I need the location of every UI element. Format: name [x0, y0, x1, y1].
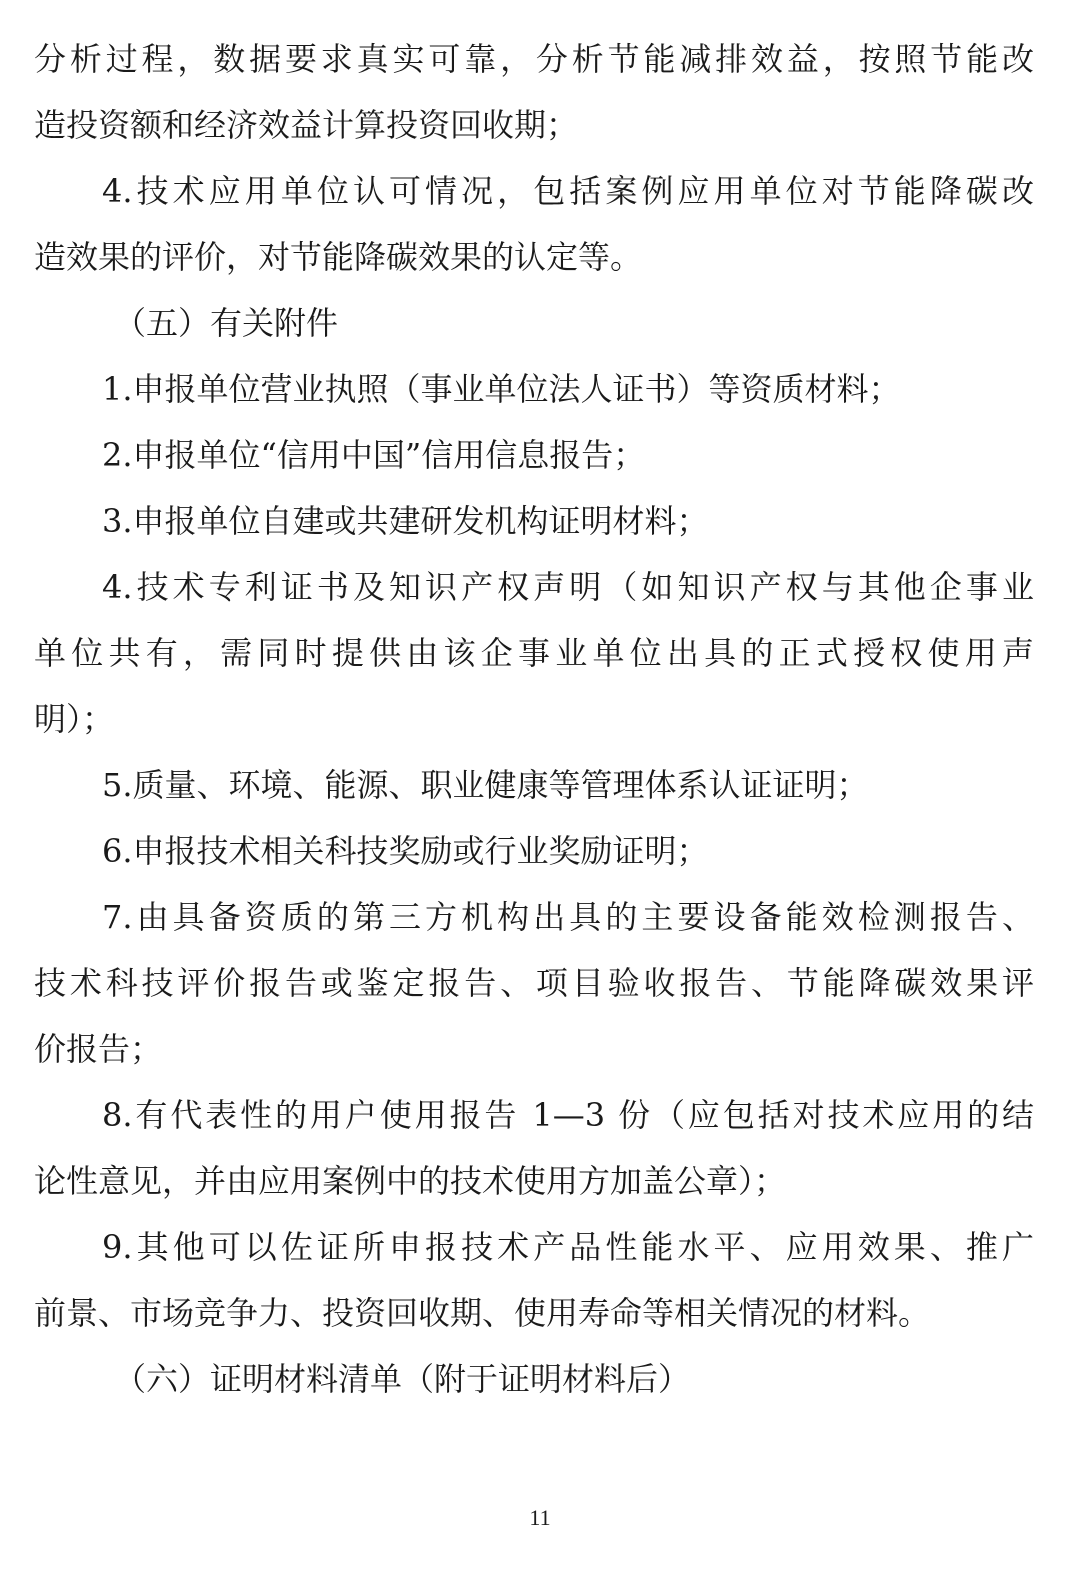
- list-item: 6.申报技术相关科技奖励或行业奖励证明；: [102, 832, 709, 870]
- list-item: 1.申报单位营业执照（事业单位法人证书）等资质材料；: [102, 370, 901, 408]
- list-item: 4.技术专利证书及知识产权声明（如知识产权与其他企事业: [102, 568, 1034, 606]
- section-heading: （六）证明材料清单（附于证明材料后）: [114, 1360, 691, 1398]
- list-item: 2.申报单位“信用中国”信用信息报告；: [102, 436, 646, 474]
- list-item: 5.质量、环境、能源、职业健康等管理体系认证证明；: [102, 766, 869, 804]
- text-line: 分析过程，数据要求真实可靠，分析节能减排效益，按照节能改: [34, 40, 1034, 78]
- text-line: 4.技术应用单位认可情况，包括案例应用单位对节能降碳改: [102, 172, 1034, 210]
- list-item: 8.有代表性的用户使用报告 1—3 份（应包括对技术应用的结: [102, 1096, 1034, 1134]
- text-line: 论性意见，并由应用案例中的技术使用方加盖公章）；: [34, 1162, 787, 1200]
- document-body: [34, 26, 1034, 1412]
- page-number: 11: [529, 1505, 551, 1530]
- text-line: 造投资额和经济效益计算投资回收期；: [34, 106, 579, 144]
- text-line: 造效果的评价，对节能降碳效果的认定等。: [34, 238, 643, 276]
- list-item: 9.其他可以佐证所申报技术产品性能水平、应用效果、推广: [102, 1228, 1034, 1266]
- list-item: 7.由具备资质的第三方机构出具的主要设备能效检测报告、: [102, 898, 1034, 936]
- section-heading: （五）有关附件: [114, 304, 339, 342]
- text-line: 明）；: [34, 700, 115, 738]
- text-line: 单位共有，需同时提供由该企事业单位出具的正式授权使用声: [34, 634, 1034, 672]
- list-item: 3.申报单位自建或共建研发机构证明材料；: [102, 502, 709, 540]
- text-line: 前景、市场竞争力、投资回收期、使用寿命等相关情况的材料。: [34, 1294, 931, 1332]
- text-line: 价报告；: [34, 1030, 163, 1068]
- text-line: 技术科技评价报告或鉴定报告、项目验收报告、节能降碳效果评: [34, 964, 1034, 1002]
